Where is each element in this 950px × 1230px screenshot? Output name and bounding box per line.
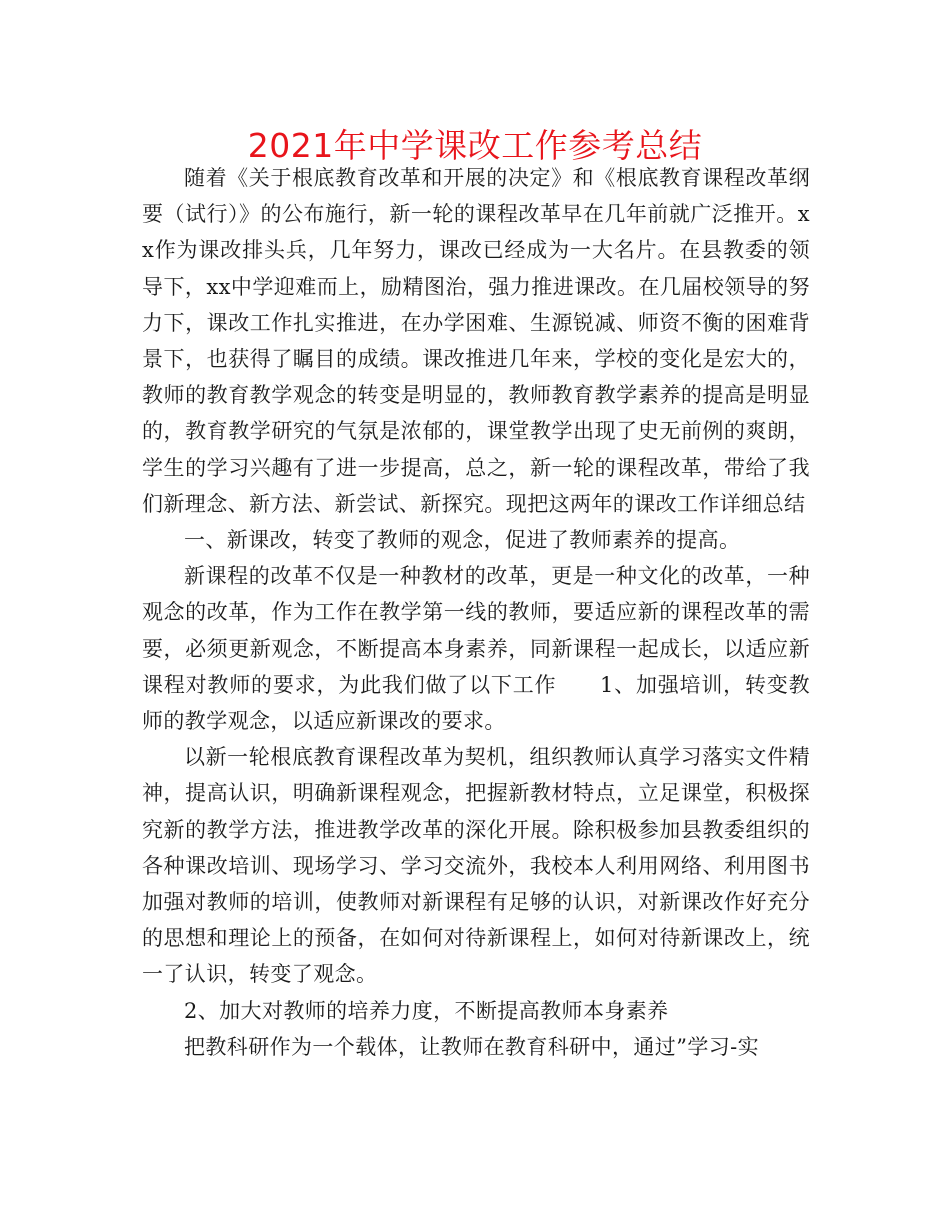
- paragraph-intro: 随着《关于根底教育改革和开展的决定》和《根底教育课程改革纲要（试行）》的公布施行，新一轮的课程改革早在几年前就广泛推开。xx作为课改排头兵，几年努力，课改已经成为一大名片。在县教委的领导下，xx中学迎难而上，励精图治，强力推进课改。在几届校领导的努力下，课改工作扎实推进，在办学困难、生源锐减、师资不衡的困难背景下，也获得了瞩目的成绩。课改推进几年来，学校的变化是宏大的，教师的教育教学观念的转变是明显的，教师教育教学素养的提高是明显的，教育教学研究的气氛是浓郁的，课堂教学出现了史无前例的爽朗，学生的学习兴趣有了进一步提高，总之，新一轮的课程改革，带给了我们新理念、新方法、新尝试、新探究。现把这两年的课改工作详细总结: [142, 166, 810, 516]
- paragraph-new-curriculum: 新课程的改革不仅是一种教材的改革，更是一种文化的改革，一种观念的改革，作为工作在教学第一线的教师，要适应新的课程改革的需要，必须更新观念，不断提高本身素养，同新课程一起成长，以适应新课程对教师的要求，为此我们做了以下工作 1、加强培训，转变教师的教学观念，以适应新课改的要求。: [142, 564, 810, 734]
- paragraph-subheading-2: 2、加大对教师的培养力度，不断提高教师本身素养: [184, 998, 669, 1023]
- document-title: 2021年中学课改工作参考总结: [247, 126, 703, 165]
- document-body: [142, 160, 810, 1065]
- paragraph-training: 以新一轮根底教育课程改革为契机，组织教师认真学习落实文件精神，提高认识，明确新课程观念，把握新教材特点，立足课堂，积极探究新的教学方法，推进教学改革的深化开展。除积极参加县教委组织的各种课改培训、现场学习、学习交流外，我校本人利用网络、利用图书加强对教师的培训，使教师对新课程有足够的认识，对新课改作好充分的思想和理论上的预备，在如何对待新课程上，如何对待新课改上，统一了认识，转变了观念。: [142, 745, 810, 987]
- paragraph-section-heading-1: 一、新课改，转变了教师的观念，促进了教师素养的提高。: [184, 528, 741, 553]
- paragraph-research: 把教科研作为一个载体，让教师在教育科研中，通过”学习-实: [184, 1034, 760, 1059]
